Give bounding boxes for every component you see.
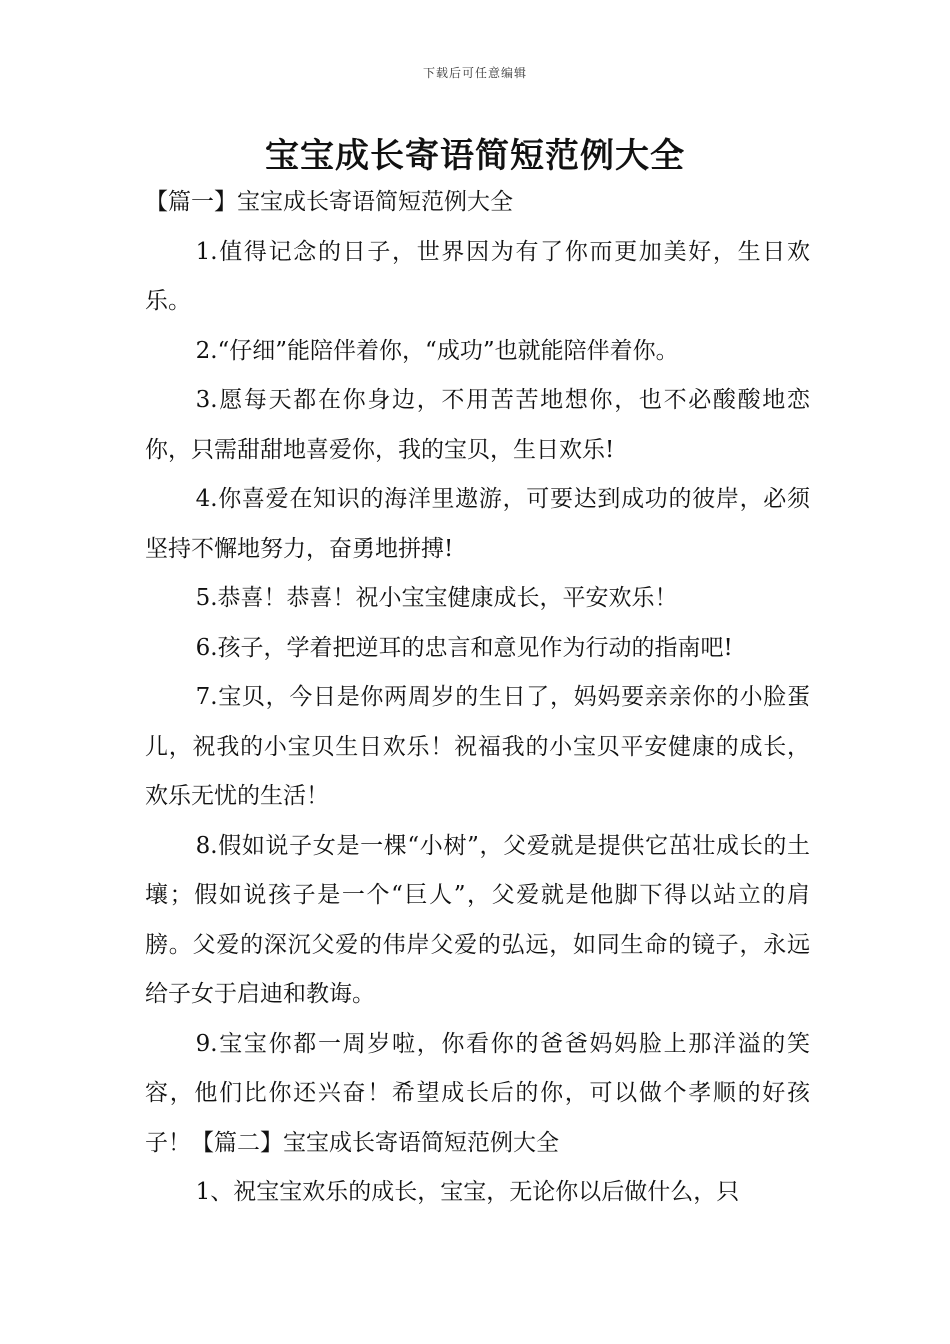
document-body	[145, 178, 810, 1218]
paragraph: 1、祝宝宝欢乐的成长，宝宝，无论你以后做什么，只	[195, 1179, 740, 1205]
paragraph: 4.你喜爱在知识的海洋里遨游，可要达到成功的彼岸，必须坚持不懈地努力，奋勇地拼搏!	[145, 486, 810, 562]
paragraph: 5.恭喜！恭喜！祝小宝宝健康成长，平安欢乐！	[195, 585, 678, 611]
paragraph: 9.宝宝你都一周岁啦，你看你的爸爸妈妈脸上那洋溢的笑容，他们比你还兴奋！希望成长后的你，可以做个孝顺的好孩子！【篇二】宝宝成长寄语简短范例大全	[145, 1030, 810, 1156]
paragraph: 7.宝贝，今日是你两周岁的生日了，妈妈要亲亲你的小脸蛋儿，祝我的小宝贝生日欢乐！祝福我的小宝贝平安健康的成长，欢乐无忧的生活！	[145, 684, 810, 809]
section-heading: 【篇一】宝宝成长寄语简短范例大全	[145, 189, 513, 215]
paragraph: 3.愿每天都在你身边，不用苦苦地想你，也不必酸酸地恋你，只需甜甜地喜爱你，我的宝贝，生日欢乐!	[145, 387, 810, 463]
paragraph: 8.假如说子女是一棵“小树”，父爱就是提供它茁壮成长的土壤；假如说孩子是一个“巨人”，父爱就是他脚下得以站立的肩膀。父爱的深沉父爱的伟岸父爱的弘远，如同生命的镜子，永远给子女于启迪和教诲。	[145, 832, 810, 1007]
header-note: 下载后可任意编辑	[422, 66, 527, 80]
document-title: 宝宝成长寄语简短范例大全	[265, 136, 685, 176]
paragraph: 2.“仔细”能陪伴着你，“成功”也就能陪伴着你。	[195, 337, 679, 364]
paragraph: 6.孩子，学着把逆耳的忠言和意见作为行动的指南吧!	[195, 634, 733, 661]
paragraph: 1.值得记念的日子，世界因为有了你而更加美好，生日欢乐。	[145, 238, 810, 314]
